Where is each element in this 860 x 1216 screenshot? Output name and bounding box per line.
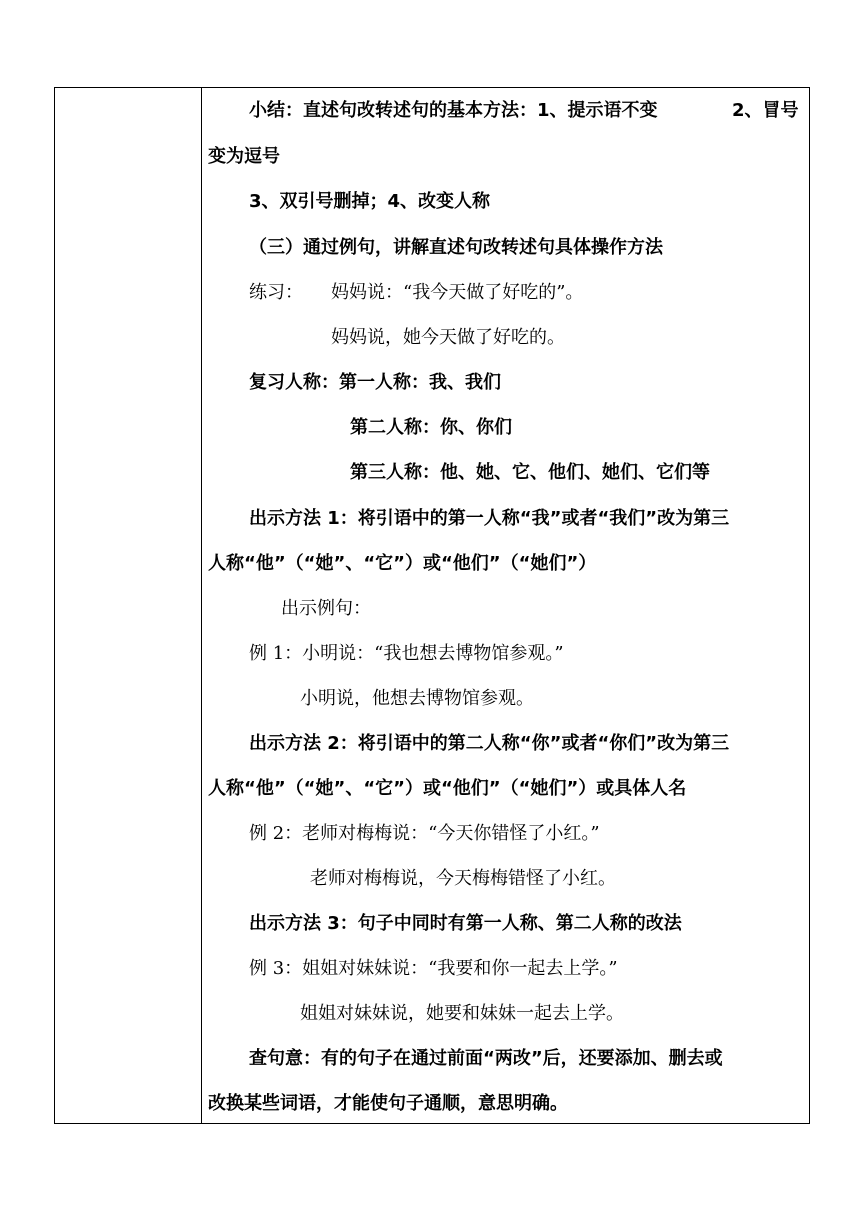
practice-label: 练习： [249, 282, 303, 303]
example-2-direct: 例 2：老师对梅梅说：“今天你错怪了小红。” [249, 823, 600, 844]
method-1-line-2: 人称“他”（“她”、“它”）或“他们”（“她们”） [208, 553, 597, 574]
example-1-direct: 例 1：小明说：“我也想去博物馆参观。” [249, 643, 564, 664]
summary-line-3: 3、双引号删掉；4、改变人称 [249, 191, 491, 212]
summary-line-1-continued: 2、冒号 [732, 100, 799, 121]
person-review-second: 第二人称：你、你们 [350, 417, 512, 438]
person-review-third: 第三人称：他、她、它、他们、她们、它们等 [350, 462, 710, 483]
meaning-check-line-2: 改换某些词语，才能使句子通顺，意思明确。 [208, 1093, 568, 1114]
section-heading: （三）通过例句，讲解直述句改转述句具体操作方法 [249, 237, 663, 258]
example-2-reported: 老师对梅梅说，今天梅梅错怪了小红。 [310, 868, 616, 889]
method-2-line-2: 人称“他”（“她”、“它”）或“他们”（“她们”）或具体人名 [208, 778, 687, 799]
practice-reported-sentence: 妈妈说，她今天做了好吃的。 [331, 327, 565, 348]
summary-line-1: 小结：直述句改转述句的基本方法：1、提示语不变 [249, 100, 658, 121]
example-3-direct: 例 3：姐姐对妹妹说：“我要和你一起去上学。” [249, 958, 618, 979]
column-divider [201, 88, 202, 1123]
person-review-first: 复习人称：第一人称：我、我们 [249, 372, 501, 393]
method-2-line-1: 出示方法 2：将引语中的第二人称“你”或者“你们”改为第三 [249, 733, 730, 754]
method-1-line-1: 出示方法 1：将引语中的第一人称“我”或者“我们”改为第三 [249, 508, 730, 529]
summary-line-2: 变为逗号 [208, 146, 280, 167]
example-intro: 出示例句： [281, 598, 371, 619]
example-3-reported: 姐姐对妹妹说，她要和妹妹一起去上学。 [300, 1003, 624, 1024]
method-3: 出示方法 3：句子中同时有第一人称、第二人称的改法 [249, 913, 682, 934]
example-1-reported: 小明说，他想去博物馆参观。 [300, 688, 534, 709]
meaning-check-line-1: 查句意：有的句子在通过前面“两改”后，还要添加、删去或 [249, 1048, 723, 1069]
practice-direct-sentence: 妈妈说：“我今天做了好吃的”。 [331, 282, 584, 303]
